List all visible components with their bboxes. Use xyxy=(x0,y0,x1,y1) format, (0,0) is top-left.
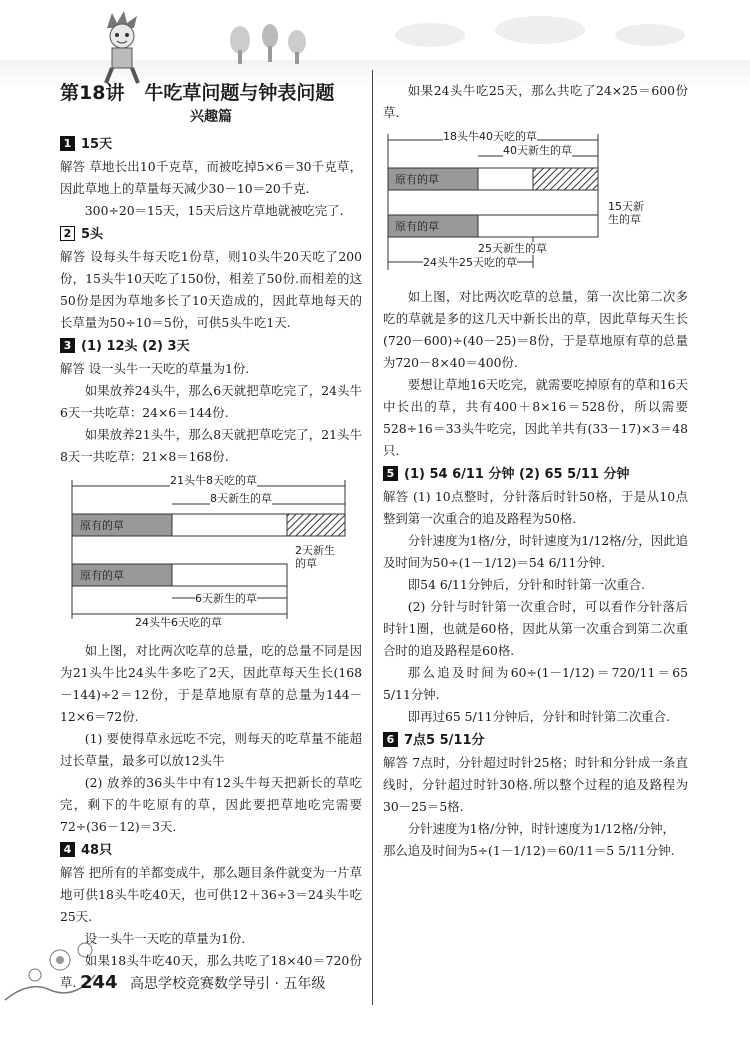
solution-text: 解答 草地长出10千克草，而被吃掉5×6＝30千克草，因此草地上的草量每天减少30－10＝20千克. xyxy=(60,159,362,196)
diagram-label: 2天新生的草 xyxy=(295,544,335,570)
solution-text: 分针速度为1格/分钟，时针速度为1/12格/分钟， xyxy=(407,821,675,836)
page-footer xyxy=(80,972,325,993)
solution-text: 要想让草地16天吃完，就需要吃掉原有的草和16天中长出的草，共有400＋8×16＝528份，所以需要528÷16＝33头牛吃完，因此羊共有(33－17)×3＝48只. xyxy=(383,377,688,458)
page-title xyxy=(60,80,362,106)
question-number: 4 xyxy=(60,842,75,857)
solution-text: 如上图，对比两次吃草的总量，吃的总量不同是因为21头牛比24头牛多吃了2天，因此草每天生长(168－144)÷2＝12份，于是草地原有草的总量为144－12×6＝72份. xyxy=(60,643,362,724)
clouds-illustration xyxy=(390,10,690,60)
solution-text: 解答 7点时，分针超过时针25格；时针和分针成一条直线时，分针超过时针30格.所以整个过程的追及路程为30－25＝5格. xyxy=(383,755,688,814)
question-4-heading xyxy=(60,840,362,862)
question-number: 2 xyxy=(60,226,75,241)
diagram-label: 25天新生的草 xyxy=(478,242,547,255)
diagram-label: 8天新生的草 xyxy=(210,492,272,505)
cartoon-boy-illustration xyxy=(92,8,152,88)
solution-text: 如上图，对比两次吃草的总量，第一次比第二次多吃的草就是多的这几天中新长出的草，因此草每天生长(720－600)÷(40－25)＝8份，于是草地原有草的总量为720－8×40＝400份. xyxy=(383,289,688,370)
question-5-heading xyxy=(383,464,688,486)
trees-illustration xyxy=(225,20,315,70)
grass-diagram-1 xyxy=(60,474,362,634)
solution-text: (2) 放养的36头牛中有12头牛每天把新长的草吃完，剩下的牛吃原有的草，因此要把草地吃完需要72÷(36－12)＝3天. xyxy=(60,775,362,834)
diagram-label: 21头牛8天吃的草 xyxy=(170,474,257,487)
answer: 5头 xyxy=(81,227,104,242)
solution-text: 如果18头牛吃40天，那么共吃了18×40＝720份草. xyxy=(60,953,362,990)
left-column xyxy=(60,80,362,994)
diagram-label: 24头牛6天吃的草 xyxy=(135,616,222,629)
solution-text: 如果放养21头牛，那么8天就把草吃完了，21头牛8天一共吃草：21×8＝168份. xyxy=(60,427,362,464)
question-number: 3 xyxy=(60,338,75,353)
lecture-number: 第18讲 xyxy=(60,82,125,104)
diagram-label: 6天新生的草 xyxy=(195,592,257,605)
answer: 48只 xyxy=(81,843,113,858)
answer: 15天 xyxy=(81,137,113,152)
question-number: 6 xyxy=(383,732,398,747)
diagram-label: 24头牛25天吃的草 xyxy=(423,256,517,269)
diagram-label: 18头牛40天吃的草 xyxy=(443,130,537,143)
solution-text: (1) 要使得草永远吃不完，则每天的吃草量不能超过长草量，最多可以放12头牛 xyxy=(60,731,362,768)
question-1-heading xyxy=(60,134,362,156)
solution-text: 解答 把所有的羊都变成牛，那么题目条件就变为一片草地可供18头牛吃40天，也可供12＋36÷3＝24头牛吃25天. xyxy=(60,865,362,924)
diagram-label: 原有的草 xyxy=(80,569,124,582)
page-number: 244 xyxy=(80,972,118,993)
diagram-label: 原有的草 xyxy=(395,220,439,233)
question-number: 1 xyxy=(60,136,75,151)
grass-diagram-2 xyxy=(383,130,688,280)
solution-text: 解答 设每头牛每天吃1份草，则10头牛20天吃了200份，15头牛10天吃了150份，相差了50份.而相差的这50份是因为草地多长了10天造成的，因此草地每天的长草量为50÷10＝5份，可供5头牛吃1天. xyxy=(60,249,362,330)
solution-text: 即54 6/11分钟后，分针和时针第一次重合. xyxy=(407,577,646,592)
solution-text: 解答 (1) 10点整时，分针落后时针50格，于是从10点整到第一次重合的追及路程为50格. xyxy=(383,489,688,526)
solution-text: 分针速度为1格/分，时针速度为1/12格/分，因此追及时间为50÷(1－1/12)＝54 6/11分钟. xyxy=(383,533,688,570)
diagram-label: 原有的草 xyxy=(80,519,124,532)
column-divider xyxy=(372,70,373,1005)
diagram-label: 原有的草 xyxy=(395,173,439,186)
solution-text: 那么追及时间为60÷(1－1/12)＝720/11＝65 5/11分钟. xyxy=(383,665,688,702)
question-6-heading xyxy=(383,730,688,752)
solution-text: 设一头牛一天吃的草量为1份. xyxy=(84,931,246,946)
diagram-label: 40天新生的草 xyxy=(503,144,572,157)
answer: (1) 54 6/11 分钟 (2) 65 5/11 分钟 xyxy=(404,467,630,482)
right-column xyxy=(383,80,688,862)
answer: 7点5 5/11分 xyxy=(404,733,485,748)
solution-text: (2) 分针与时针第一次重合时，可以看作分针落后时针1圈，也就是60格，因此从第一次重合到第二次重合时的追及路程是60格. xyxy=(383,599,688,658)
question-2-heading xyxy=(60,224,362,246)
solution-text: 即再过65 5/11分钟后，分针和时针第二次重合. xyxy=(407,709,670,724)
section-subtitle: 兴趣篇 xyxy=(190,109,232,125)
solution-text: 300÷20＝15天，15天后这片草地就被吃完了. xyxy=(84,203,344,218)
book-title: 高思学校竞赛数学导引 · 五年级 xyxy=(130,976,326,992)
solution-text: 解答 设一头牛一天吃的草量为1份. xyxy=(60,361,250,376)
answer: (1) 12头 (2) 3天 xyxy=(81,339,190,354)
question-number: 5 xyxy=(383,466,398,481)
lecture-title: 牛吃草问题与钟表问题 xyxy=(144,82,335,104)
solution-text: 那么追及时间为5÷(1－1/12)＝60/11＝5 5/11分钟. xyxy=(383,843,675,858)
question-3-heading xyxy=(60,336,362,358)
diagram-label: 15天新生的草 xyxy=(608,200,644,226)
solution-text: 如果24头牛吃25天，那么共吃了24×25＝600份草. xyxy=(383,83,688,120)
solution-text: 如果放养24头牛，那么6天就把草吃完了，24头牛6天一共吃草：24×6＝144份. xyxy=(60,383,362,420)
